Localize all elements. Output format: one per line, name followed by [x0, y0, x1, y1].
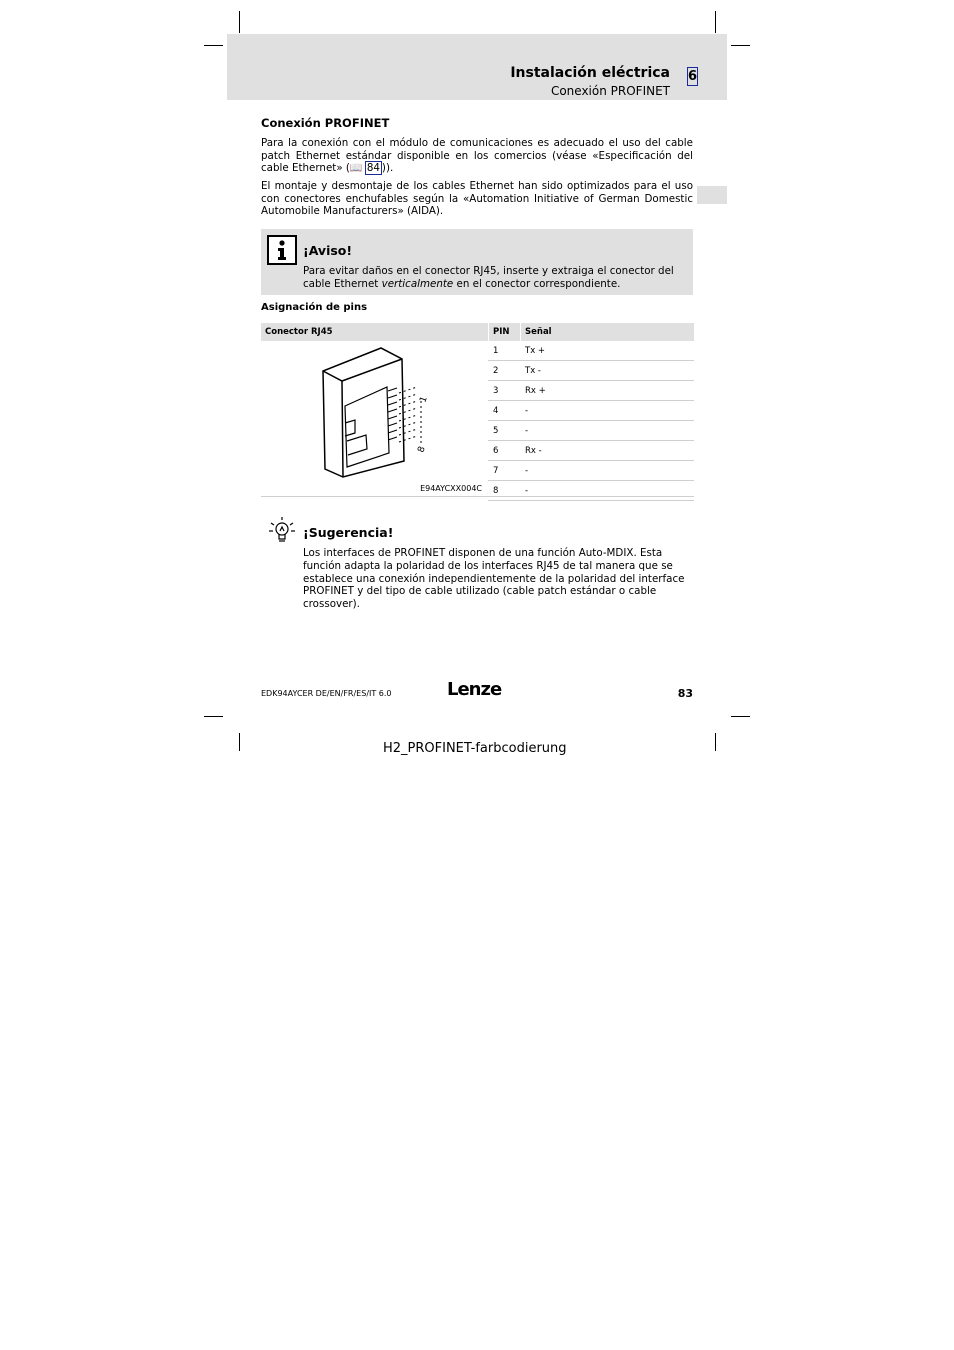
crop-mark	[715, 733, 716, 751]
pin-signal: Tx -	[521, 361, 695, 381]
chapter-number[interactable]: 6	[688, 69, 698, 84]
header-pin: PIN	[489, 323, 521, 341]
pin-number: 3	[489, 381, 521, 401]
pin-8-label: 8	[416, 445, 428, 455]
pin-signal: Rx -	[521, 441, 695, 461]
crop-mark	[715, 11, 716, 33]
pin-signal: -	[521, 481, 695, 501]
page-title: Instalación eléctrica	[510, 65, 670, 81]
header-signal: Señal	[521, 323, 695, 341]
paragraph-2: El montaje y desmontaje de los cables Ethernet han sido optimizados para el uso con conectores enchufables según la «Automation Initiative of German Domestic Automobile Manufacturers» (AIDA).	[261, 180, 693, 218]
paragraph-1-end: )).	[381, 162, 394, 175]
lenze-logo: Lenze	[447, 679, 502, 700]
pin-number: 7	[489, 461, 521, 481]
document-id: EDK94AYCER DE/EN/FR/ES/IT 6.0	[261, 689, 392, 698]
notice-text-part1: Para evitar daños en el conector RJ45, inserte y extraiga el conector del cable Ethernet	[303, 265, 674, 290]
notice-title: ¡Aviso!	[303, 243, 353, 258]
header-connector: Conector RJ45	[261, 323, 489, 341]
pin-signal: -	[521, 401, 695, 421]
table-bottom-rule	[261, 496, 694, 497]
paragraph-1	[261, 137, 693, 175]
page-subtitle: Conexión PROFINET	[550, 84, 670, 98]
pin-number: 2	[489, 361, 521, 381]
pin-1-label: 1	[418, 395, 430, 405]
table-header-row	[261, 323, 694, 341]
crop-mark	[731, 45, 750, 46]
crop-mark	[239, 733, 240, 751]
pin-signal: -	[521, 421, 695, 441]
pin-signal: Tx +	[521, 341, 695, 361]
header-band	[227, 34, 727, 100]
lightbulb-icon	[267, 515, 297, 549]
crop-mark	[204, 45, 223, 46]
tip-text: Los interfaces de PROFINET disponen de una función Auto-MDIX. Esta función adapta la polaridad de los interfaces RJ45 de tal manera que se establece una conexión independientemente de la polaridad del interface PROFINET y del tipo de cable utilizado (cable patch estándar o cable crossover).	[303, 547, 685, 611]
pin-number: 8	[489, 481, 521, 501]
info-icon	[267, 235, 297, 265]
pin-signal: Rx +	[521, 381, 695, 401]
pin-number: 5	[489, 421, 521, 441]
page-number: 83	[677, 687, 693, 700]
notice-text-emphasis: verticalmente	[381, 277, 454, 290]
paragraph-1-text: Para la conexión con el módulo de comunicaciones es adecuado el uso del cable patch Ethernet estándar disponible en los comercios (véase «Especificación del cable Ethernet» (	[261, 137, 693, 175]
tip-title: ¡Sugerencia!	[303, 525, 394, 540]
notice-text	[303, 265, 683, 291]
slug-text: H2_PROFINET-farbcodierung	[383, 741, 567, 756]
pin-number: 1	[489, 341, 521, 361]
notice-text-part2: en el conector correspondiente.	[453, 277, 621, 290]
book-icon: 📖	[349, 162, 363, 175]
notice-box	[261, 229, 693, 295]
page-reference-link[interactable]: 84	[366, 162, 380, 175]
pin-number: 4	[489, 401, 521, 421]
pin-number: 6	[489, 441, 521, 461]
rj45-connector-figure	[261, 341, 488, 496]
figure-id-label: E94AYCXX004C	[420, 484, 482, 493]
section-title: Conexión PROFINET	[261, 116, 390, 130]
rj45-connector-drawing	[261, 341, 488, 496]
crop-mark	[731, 716, 750, 717]
pin-assignment-title: Asignación de pins	[261, 302, 368, 313]
pin-signal: -	[521, 461, 695, 481]
chapter-side-tab	[697, 186, 727, 204]
crop-mark	[204, 716, 223, 717]
crop-mark	[239, 11, 240, 33]
